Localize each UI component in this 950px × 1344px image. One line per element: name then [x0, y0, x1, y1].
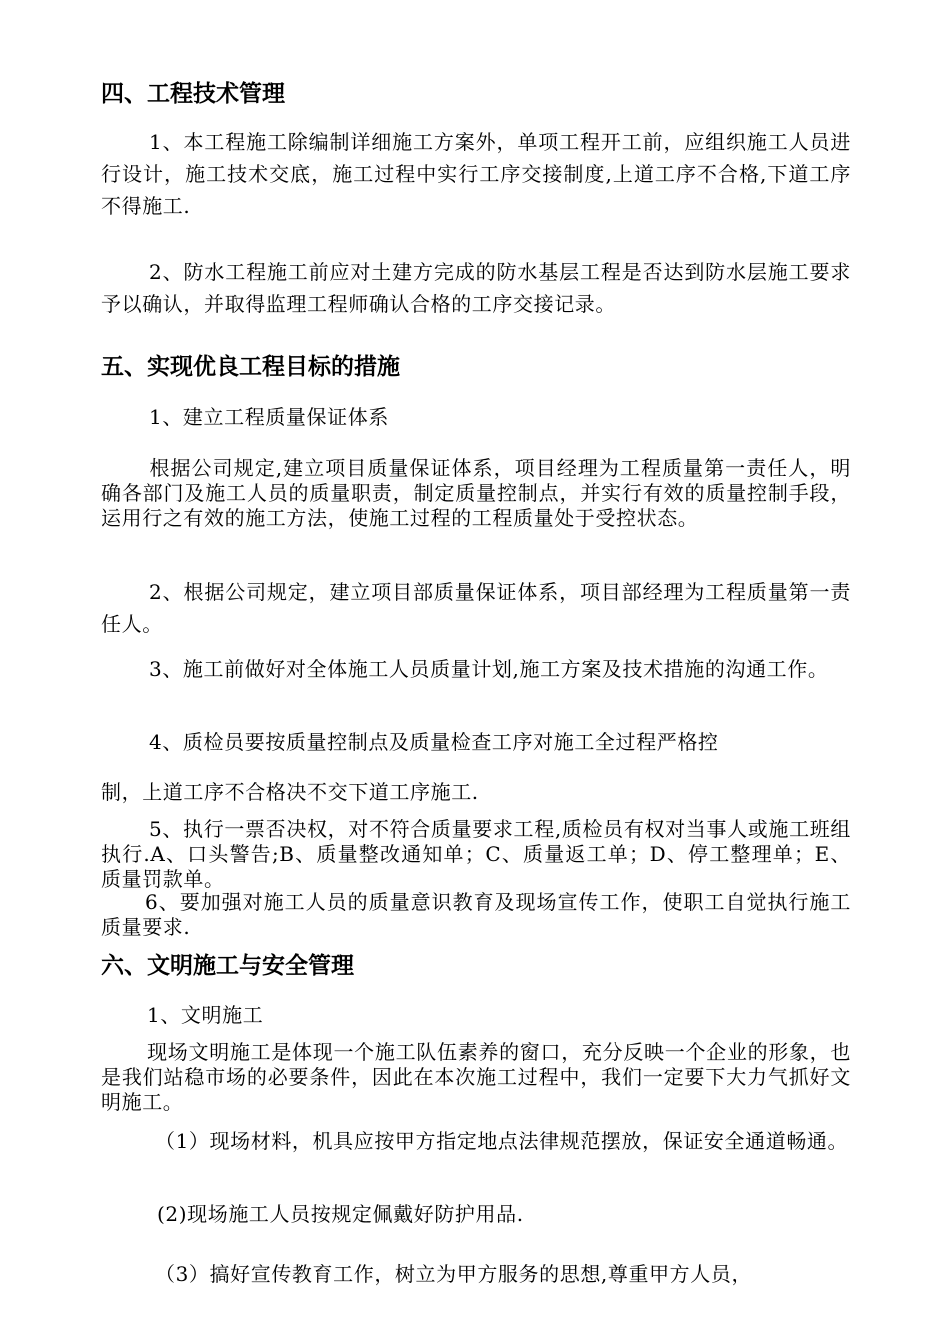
section-6-paragraph-3: (2)现场施工人员按规定佩戴好防护用品. — [157, 1202, 524, 1226]
section-5-paragraph-3-text: 3、施工前做好对全体施工人员质量计划,施工方案及技术措施的沟通工作。 — [149, 657, 829, 681]
section-5-paragraph-1 — [101, 456, 851, 531]
section-6-paragraph-1-text: 现场文明施工是体现一个施工队伍素养的窗口，充分反映一个企业的形象，也是我们站稳市场的必要条件，因此在本次施工过程中，我们一定要下大力气抓好文明施工。 — [101, 1040, 851, 1114]
section-4-paragraph-1-text: 1、本工程施工除编制详细施工方案外，单项工程开工前，应组织施工人员进行设计，施工技术交底，施工过程中实行工序交接制度,上道工序不合格,下道工序不得施工. — [101, 130, 851, 218]
section-6-heading: 六、文明施工与安全管理 — [101, 953, 354, 979]
section-5-paragraph-5 — [101, 817, 851, 892]
section-4-paragraph-2-text: 2、防水工程施工前应对土建方完成的防水基层工程是否达到防水层施工要求予以确认，并取得监理工程师确认合格的工序交接记录。 — [101, 260, 851, 316]
section-6-subheading-1: 1、文明施工 — [147, 1003, 264, 1027]
section-6-paragraph-4: （3）搞好宣传教育工作，树立为甲方服务的思想,尊重甲方人员， — [155, 1262, 753, 1286]
section-5-subheading-1: 1、建立工程质量保证体系 — [149, 405, 389, 429]
section-5-paragraph-5-text: 5、执行一票否决权，对不符合质量要求工程,质检员有权对当事人或施工班组执行.A、口头警告;B、质量整改通知单；C、质量返工单；D、停工整理单；E、质量罚款单。 — [101, 817, 851, 891]
section-4-heading: 四、工程技术管理 — [101, 81, 285, 107]
section-5-paragraph-6 — [101, 890, 851, 940]
section-5-paragraph-6-text: 6、要加强对施工人员的质量意识教育及现场宣传工作，使职工自觉执行施工质量要求. — [101, 890, 851, 939]
section-5-heading: 五、实现优良工程目标的措施 — [101, 354, 400, 380]
section-5-paragraph-4-line-2: 制，上道工序不合格决不交下道工序施工. — [101, 780, 479, 804]
section-5-paragraph-2 — [101, 576, 851, 640]
section-5-paragraph-1-text: 根据公司规定,建立项目质量保证体系，项目经理为工程质量第一责任人，明确各部门及施工人员的质量职责，制定质量控制点，并实行有效的质量控制手段，运用行之有效的施工方法，使施工过程的工程质量处于受控状态。 — [101, 456, 851, 530]
section-6-paragraph-2-text: （1）现场材料，机具应按甲方指定地点法律规范摆放，保证安全通道畅通。 — [155, 1129, 849, 1153]
section-5-paragraph-3 — [101, 653, 851, 685]
section-6-paragraph-2 — [101, 1125, 851, 1157]
section-6-paragraph-1 — [101, 1040, 851, 1115]
section-4-paragraph-1 — [101, 126, 851, 222]
section-5-paragraph-2-text: 2、根据公司规定，建立项目部质量保证体系，项目部经理为工程质量第一责任人。 — [101, 580, 851, 636]
section-5-paragraph-4-line-1: 4、质检员要按质量控制点及质量检查工序对施工全过程严格控 — [149, 730, 719, 754]
section-4-paragraph-2 — [101, 256, 851, 320]
